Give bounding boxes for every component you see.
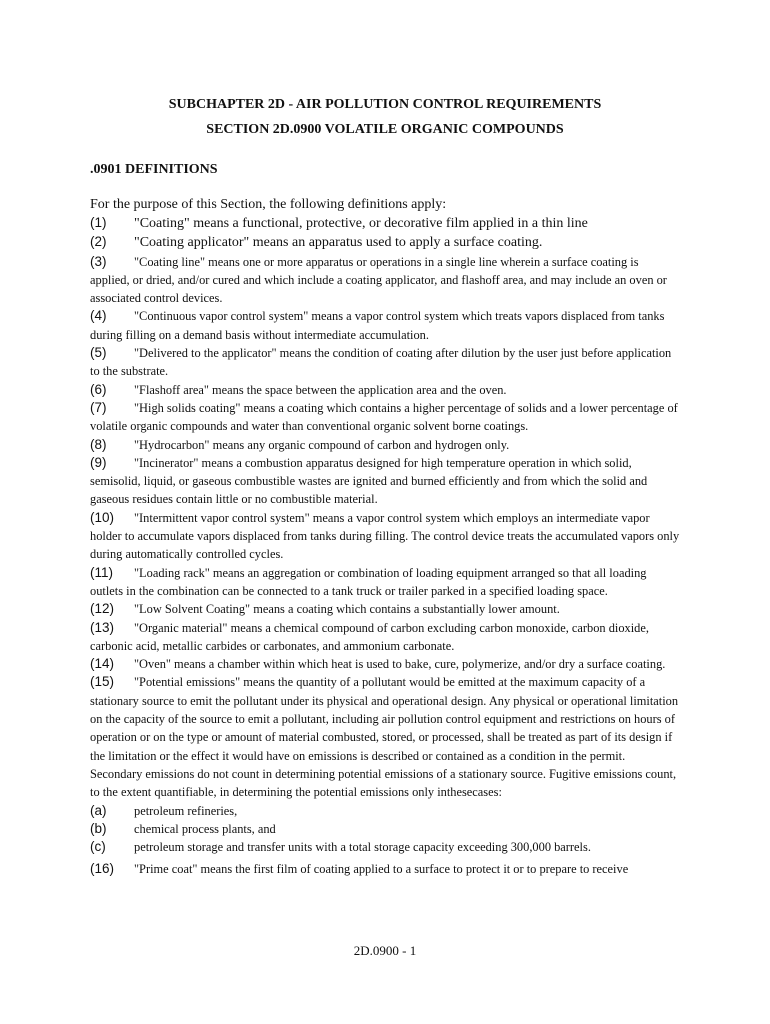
- definition-item: (2) "Coating applicator" means an apparatus used to apply a surface coating.: [90, 234, 543, 251]
- definition-item: (12) "Low Solvent Coating" means a coating which contains a substantially lower amount.: [90, 601, 560, 617]
- definition-item: (4) "Continuous vapor control system" means a vapor control system which treats vapors displaced from tanks during filling on a demand basis without intermediate accumulation.: [90, 308, 665, 342]
- section-title: SECTION 2D.0900 VOLATILE ORGANIC COMPOUNDS: [206, 122, 564, 137]
- definition-item: (1) "Coating" means a functional, protective, or decorative film applied in a thin line: [90, 215, 588, 231]
- document-heading: [90, 92, 680, 142]
- definition-item: (6) "Flashoff area" means the space between the application area and the oven.: [90, 381, 507, 397]
- sub-item: (c) petroleum storage and transfer units with a total storage capacity exceeding 300,000 barrels.: [90, 839, 591, 855]
- definition-item: (14) "Oven" means a chamber within which heat is used to bake, cure, polymerize, and/or dry a surface coating.: [90, 656, 666, 672]
- definition-item: (9) "Incinerator" means a combustion apparatus designed for high temperature operation in which solid, semisolid, liquid, or gaseous combustible wastes are ignited and burned efficiently and from which the solid and gaseous residues contain little or no combustible material.: [90, 454, 648, 507]
- definition-item: (15) "Potential emissions" means the quantity of a pollutant would be emitted at the maximum capacity of a stationary source to emit the pollutant under its physical and operational design. Any physical or operational limitation on the capacity of the source to emit a pollutant, including air pollution control equipment and restrictions on hours of operation or on the type or amount of material combusted, stored, or processed, shall be treated as part of its design if the limitation or the effect it would have on emissions is described or contained as a condition in the permit. Secondary emissions do not count in determining potential emissions of a stationary source. Fugitive emissions count, to the extent quantifiable, in determining the potential emissions only inthesecases:: [90, 674, 679, 800]
- definition-item: (5) "Delivered to the applicator" means the condition of coating after dilution by the user just before application to the substrate.: [90, 345, 672, 379]
- definition-item: (7) "High solids coating" means a coating which contains a higher percentage of solids and a lower percentage of volatile organic compounds and water than conventional organic solvent borne coatings.: [90, 399, 678, 434]
- definitions-heading: .0901 DEFINITIONS: [90, 162, 218, 177]
- sub-item: (b) chemical process plants, and: [90, 820, 276, 836]
- subchapter-title: SUBCHAPTER 2D - AIR POLLUTION CONTROL REQUIREMENTS: [168, 97, 602, 112]
- page-footer: 2D.0900 - 1: [353, 943, 417, 958]
- definition-item: (10) "Intermittent vapor control system" means a vapor control system which employs an intermediate vapor holder to accumulate vapors displaced from tanks during filling. The control device treats the accumulated vapors only during automatically controlled cycles.: [90, 509, 680, 562]
- definition-item: (11) "Loading rack" means an aggregation or combination of loading equipment arranged so that all loading outlets in the combination can be connected to a tank truck or trailer parked in a specified loading space.: [90, 564, 647, 598]
- sub-item: (a) petroleum refineries,: [90, 802, 238, 818]
- definition-item: (8) "Hydrocarbon" means any organic compound of carbon and hydrogen only.: [90, 436, 510, 452]
- definition-item: (3) "Coating line" means one or more apparatus or operations in a single line wherein a surface coating is applied, or dried, and/or cured and which include a coating applicator, and flashoff area, and may include an oven or associated control devices.: [90, 253, 667, 306]
- definition-item: (16) "Prime coat" means the first film of coating applied to a surface to protect it or to prepare to receive: [90, 861, 629, 877]
- definition-item: (13) "Organic material" means a chemical compound of carbon excluding carbon monoxide, carbon dioxide, carbonic acid, metallic carbides or carbonates, and ammonium carbonate.: [90, 619, 649, 653]
- intro-text: For the purpose of this Section, the following definitions apply:: [90, 197, 447, 212]
- definitions-list: [90, 214, 680, 879]
